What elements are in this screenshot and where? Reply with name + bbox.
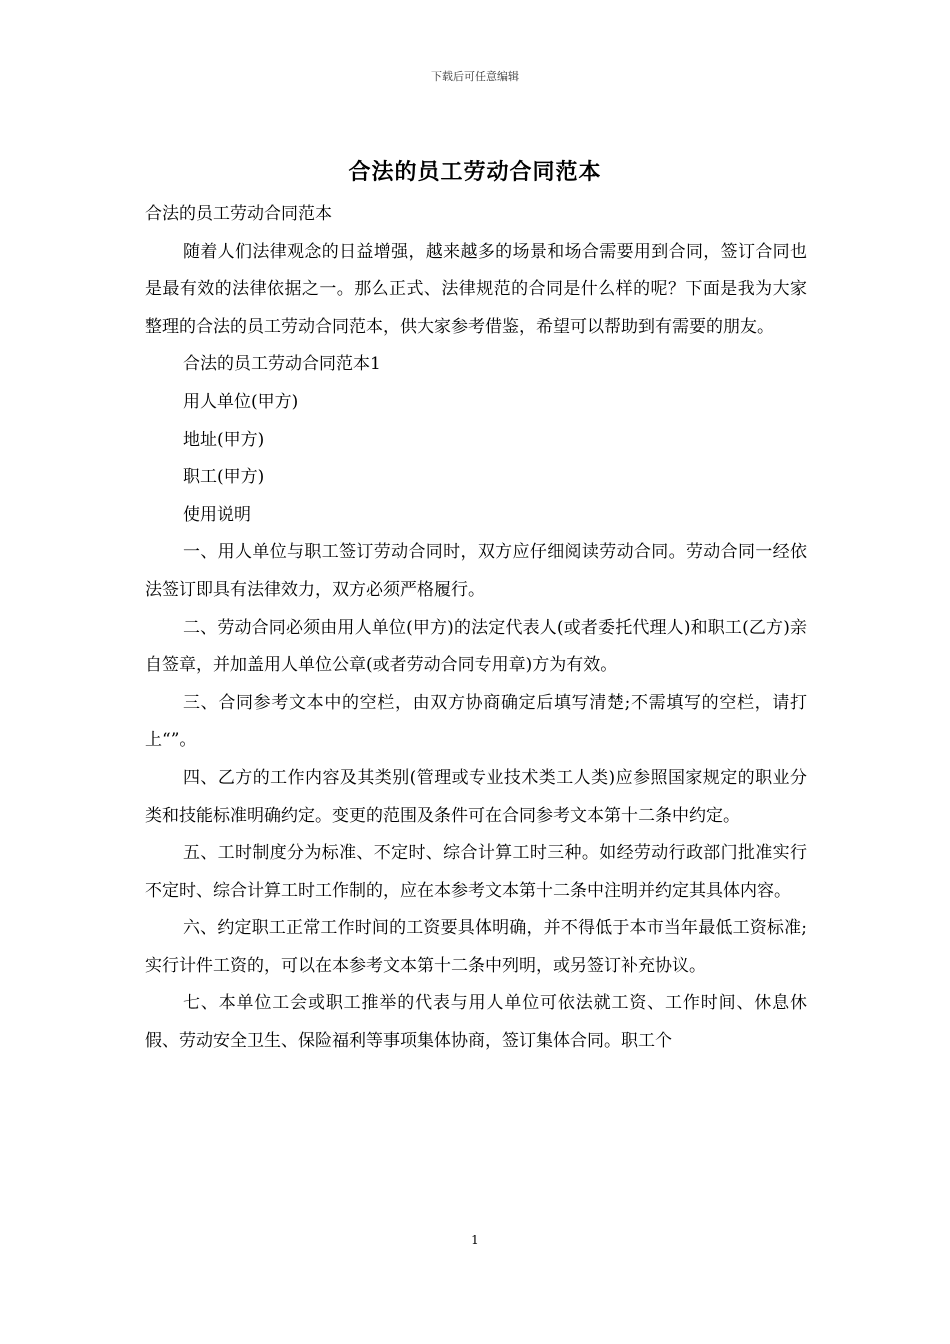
clause-paragraph: 四、乙方的工作内容及其类别(管理或专业技术类工人类)应参照国家规定的职业分类和技能标准明确约定。变更的范围及条件可在合同参考文本第十二条中约定。 [145, 767, 807, 826]
subtitle-paragraph: 合法的员工劳动合同范本 [145, 204, 332, 224]
intro-paragraph: 随着人们法律观念的日益增强，越来越多的场景和场合需要用到合同，签订合同也是最有效的法律依据之一。那么正式、法律规范的合同是什么样的呢？下面是我为大家整理的合法的员工劳动合同范本，供大家参考借鉴，希望可以帮助到有需要的朋友。 [145, 241, 807, 337]
address-field: 地址(甲方) [183, 429, 265, 450]
section-heading: 合法的员工劳动合同范本1 [183, 354, 381, 375]
document-title: 合法的员工劳动合同范本 [348, 159, 602, 185]
document-body [145, 196, 807, 1061]
usage-heading: 使用说明 [183, 504, 251, 525]
clause-paragraph: 五、工时制度分为标准、不定时、综合计算工时三种。如经劳动行政部门批准实行不定时、综合计算工时工作制的，应在本参考文本第十二条中注明并约定其具体内容。 [145, 843, 807, 901]
clause-paragraph: 七、本单位工会或职工推举的代表与用人单位可依法就工资、工作时间、休息休假、劳动安全卫生、保险福利等事项集体协商，签订集体合同。职工个 [145, 993, 807, 1052]
page-header-note: 下载后可任意编辑 [431, 70, 519, 83]
page-number: 1 [471, 1233, 479, 1247]
clause-paragraph: 一、用人单位与职工签订劳动合同时，双方应仔细阅读劳动合同。劳动合同一经依法签订即具有法律效力，双方必须严格履行。 [145, 542, 807, 600]
employee-field: 职工(甲方) [183, 467, 265, 488]
employer-field: 用人单位(甲方) [183, 391, 299, 412]
clause-paragraph: 六、约定职工正常工作时间的工资要具体明确，并不得低于本市当年最低工资标准;实行计件工资的，可以在本参考文本第十二条中列明，或另签订补充协议。 [145, 918, 807, 976]
clause-paragraph: 二、劳动合同必须由用人单位(甲方)的法定代表人(或者委托代理人)和职工(乙方)亲自签章，并加盖用人单位公章(或者劳动合同专用章)方为有效。 [145, 617, 807, 676]
clause-paragraph: 三、合同参考文本中的空栏，由双方协商确定后填写清楚;不需填写的空栏，请打上“”。 [145, 692, 807, 751]
